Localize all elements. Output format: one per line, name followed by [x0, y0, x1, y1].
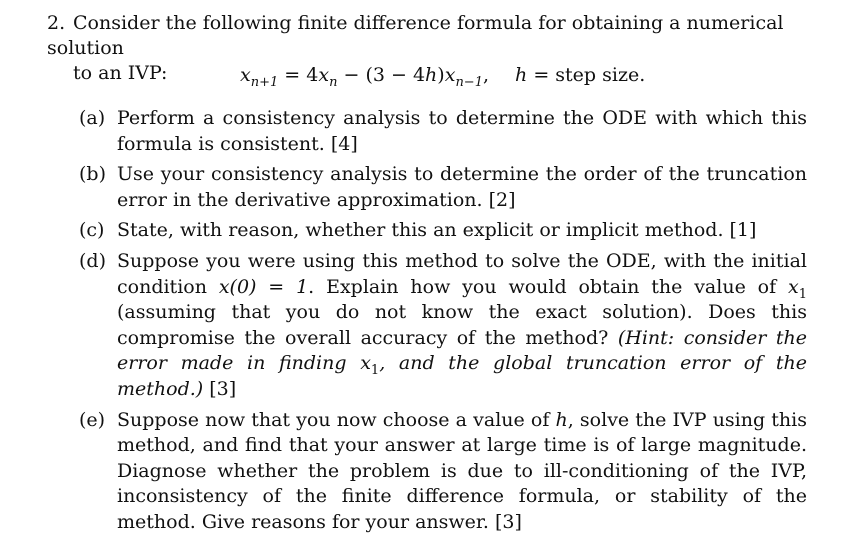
part-d-text-b: . Explain how you would obtain the value of — [308, 275, 789, 298]
eq-x1-sub: n — [329, 74, 338, 90]
eq-step-size: = step size. — [527, 64, 646, 86]
part-d-text-c: (assuming that you do not know the exact solution). Does this compromise the overall accuracy of the method? — [117, 301, 807, 349]
finite-difference-formula — [240, 62, 645, 88]
eq-x2: x — [444, 64, 456, 86]
part-label: (c) — [79, 219, 105, 242]
eq-x1: x — [318, 64, 330, 86]
part-text — [117, 408, 807, 536]
part-e — [79, 408, 807, 536]
question-parts — [79, 106, 807, 541]
part-c — [79, 218, 807, 244]
initial-condition: x(0) = 1 — [218, 275, 309, 298]
question-number: 2. — [47, 12, 66, 34]
eq-x2-sub: n−1 — [455, 74, 483, 90]
part-label: (b) — [79, 163, 106, 186]
eq-lhs-sub: n+1 — [250, 74, 279, 90]
part-d-marks: [3] — [203, 377, 237, 400]
part-text: State, with reason, whether this an explicit or implicit method. [1] — [117, 219, 757, 242]
hint-text-a: (Hint: consider the error made in finding — [117, 326, 807, 375]
part-d-text-a: Suppose you were using this method to solve the ODE, with the initial condition — [117, 249, 807, 298]
part-e-text-a: Suppose now that you now choose a value of — [117, 408, 556, 431]
part-e-text-b: , solve the IVP using this method, and find that your answer at large time is of large magnitude. Diagnose whether the problem is due to ill-conditioning of the IVP, inconsistency of the finite difference formula, or stability of the method. Give reasons for your answer. [3] — [117, 408, 807, 533]
part-text — [117, 249, 807, 403]
x1-symbol: x — [788, 275, 799, 298]
h-symbol: h — [555, 408, 568, 431]
part-text: Perform a consistency analysis to determine the ODE with which this formula is consistent. [4] — [117, 107, 807, 155]
part-label: (a) — [79, 107, 106, 129]
part-text: Use your consistency analysis to determine the order of the truncation error in the derivative approximation. [2] — [117, 163, 807, 211]
part-d — [79, 249, 807, 403]
eq-close: ) — [437, 64, 445, 86]
x1-subscript: 1 — [798, 286, 808, 302]
eq-h-label: h — [515, 64, 528, 86]
hint-text-b: , and the global truncation error of the method.) — [117, 352, 807, 400]
part-b — [79, 162, 807, 213]
part-label: (d) — [79, 249, 106, 272]
eq-comma: , — [482, 64, 490, 86]
hint-x1-symbol: x — [360, 352, 371, 375]
eq-mid: − (3 − 4 — [337, 64, 426, 86]
eq-equals: = 4 — [278, 64, 319, 86]
hint-x1-subscript: 1 — [370, 363, 380, 379]
eq-h: h — [425, 64, 438, 86]
eq-lhs-x: x — [240, 64, 251, 86]
question-intro-line1: Consider the following finite difference formula for obtaining a numerical solution — [47, 12, 784, 59]
question-intro-line2: to an IVP: — [73, 62, 168, 84]
part-a — [79, 106, 807, 157]
part-label: (e) — [79, 408, 106, 431]
